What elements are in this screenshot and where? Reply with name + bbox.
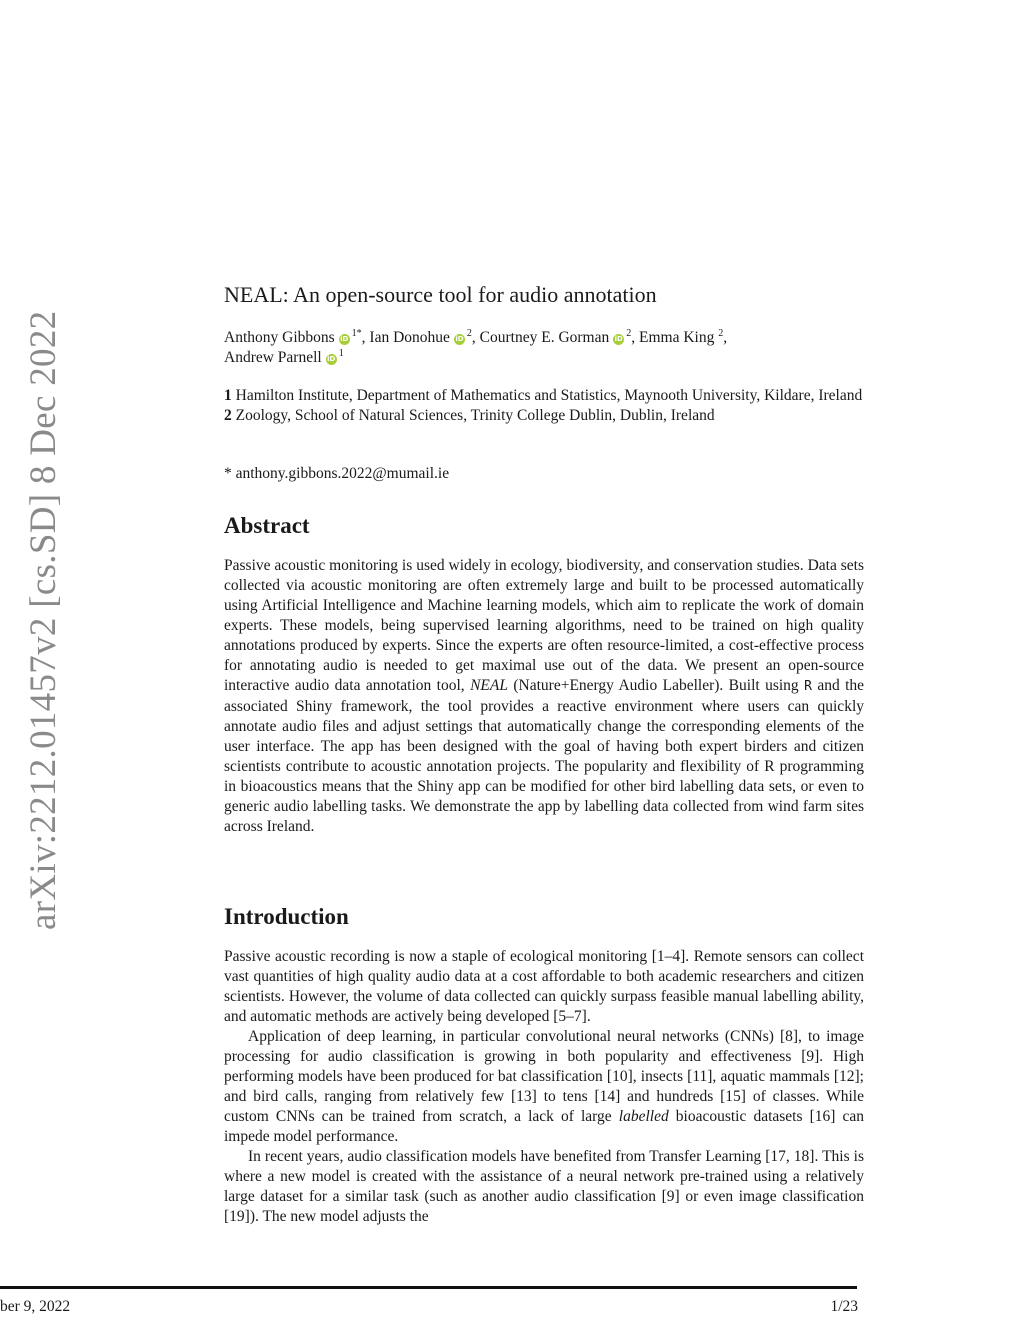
affiliation-text: Hamilton Institute, Department of Mathematics and Statistics, Maynooth University, Kildare, Ireland bbox=[235, 387, 863, 404]
author-name: Courtney E. Gorman bbox=[479, 329, 610, 346]
intro-paragraph-1: Passive acoustic recording is now a staple of ecological monitoring [1–4]. Remote sensors can collect vast quantities of high quality audio data at a cost affordable to both academic researchers and citizen scientists. However, the volume of data collected can quickly surpass feasible manual labelling ability, and automatic methods are actively being developed [5–7]. bbox=[224, 948, 864, 1025]
intro-paragraph-3: In recent years, audio classification models have benefited from Transfer Learning [17, 18]. This is where a new model is created with the assistance of a neural network pre-trained using a relatively large dataset for a similar task (such as another audio classification [9] or even image classification [19]). The new model adjusts the bbox=[224, 1148, 864, 1225]
author-name: Anthony Gibbons bbox=[224, 329, 335, 346]
orcid-icon[interactable]: iD bbox=[340, 335, 349, 343]
contact-email[interactable]: * anthony.gibbons.2022@mumail.ie bbox=[224, 465, 450, 482]
affiliation-1 bbox=[224, 386, 864, 406]
footer-rule bbox=[0, 1286, 857, 1289]
intro-text: bioacoustic datasets [16] can impede model performance. bbox=[224, 1108, 865, 1145]
r-code: R bbox=[804, 679, 812, 694]
author-name: Emma King bbox=[639, 329, 715, 346]
affiliation-number: 1 bbox=[224, 387, 232, 404]
orcid-icon[interactable]: iD bbox=[614, 335, 623, 343]
intro-paragraph-2 bbox=[224, 1027, 864, 1147]
introduction-body bbox=[224, 947, 864, 1227]
abstract-text: and the associated Shiny framework, the tool provides a reactive environment where users can quickly annotate audio files and adjust settings that automatically change the corresponding elements of the user interface. The app has been designed with the goal of having both expert birders and citizen scientists contribute to acoustic annotation projects. The popularity and flexibility of R programming in bioacoustics means that the Shiny app can be modified for other bird labelling data sets, or even to generic audio labelling tasks. We demonstrate the app by labelling data collected from wind farm sites across Ireland. bbox=[224, 677, 865, 835]
author-affil-mark: 2 bbox=[466, 328, 472, 339]
affiliations bbox=[224, 386, 864, 426]
author-list: Anthony Gibbons iD $^{1*}$, Ian Donohue iD $^2$, Courtney E. Gorman iD $^2$, Emma King $^2$, Andrew Parnell iD $^1$ bbox=[224, 328, 728, 366]
abstract-body bbox=[224, 556, 864, 837]
neal-italic: NEAL bbox=[470, 677, 508, 694]
intro-text: Application of deep learning, in particular convolutional neural networks (CNNs) [8], to image processing for audio classification is growing in both popularity and effectiveness [9]. High performing models have been produced for bat classification [10], insects [11], aquatic mammals [12]; and bird calls, ranging from relatively few [13] to tens [14] and hundreds [15] of classes. While custom CNNs can be trained from scratch, a lack of large bbox=[224, 1028, 864, 1125]
author-affil-mark: 2 bbox=[626, 328, 632, 339]
affiliation-number: 2 bbox=[224, 407, 232, 424]
author-name: Ian Donohue bbox=[369, 329, 450, 346]
author-name: Andrew Parnell bbox=[224, 349, 322, 366]
author-affil-mark: 2 bbox=[718, 328, 724, 339]
abstract-text: Passive acoustic monitoring is used widely in ecology, biodiversity, and conservation studies. Data sets collected via acoustic monitoring are often extremely large and built to be processed automatically using Artificial Intelligence and Machine learning models, which aim to replicate the work of domain experts. These models, being supervised learning algorithms, need to be trained on high quality annotations produced by experts. Since the experts are often resource-limited, a cost-effective process for annotating audio is needed to get maximal use out of the data. We present an open-source interactive audio data annotation tool, bbox=[224, 557, 864, 694]
abstract-heading: Abstract bbox=[224, 513, 310, 538]
orcid-icon[interactable]: iD bbox=[455, 335, 464, 343]
affiliation-text: Zoology, School of Natural Sciences, Trinity College Dublin, Dublin, Ireland bbox=[235, 407, 715, 424]
author-affil-mark: 1* bbox=[351, 328, 362, 339]
introduction-heading: Introduction bbox=[224, 904, 349, 929]
paper-title: NEAL: An open-source tool for audio annotation bbox=[224, 282, 657, 307]
abstract-paragraph bbox=[224, 556, 864, 837]
arxiv-side-stamp: arXiv:2212.01457v2 [cs.SD] 8 Dec 2022 bbox=[23, 310, 64, 930]
author-affil-mark: 1 bbox=[338, 348, 344, 359]
footer-date: ber 9, 2022 bbox=[0, 1298, 71, 1315]
labelled-italic: labelled bbox=[618, 1108, 669, 1125]
abstract-text: (Nature+Energy Audio Labeller). Built using bbox=[513, 677, 799, 694]
orcid-icon[interactable]: iD bbox=[327, 355, 336, 363]
page-number: 1/23 bbox=[830, 1298, 858, 1315]
affiliation-2 bbox=[224, 406, 864, 426]
